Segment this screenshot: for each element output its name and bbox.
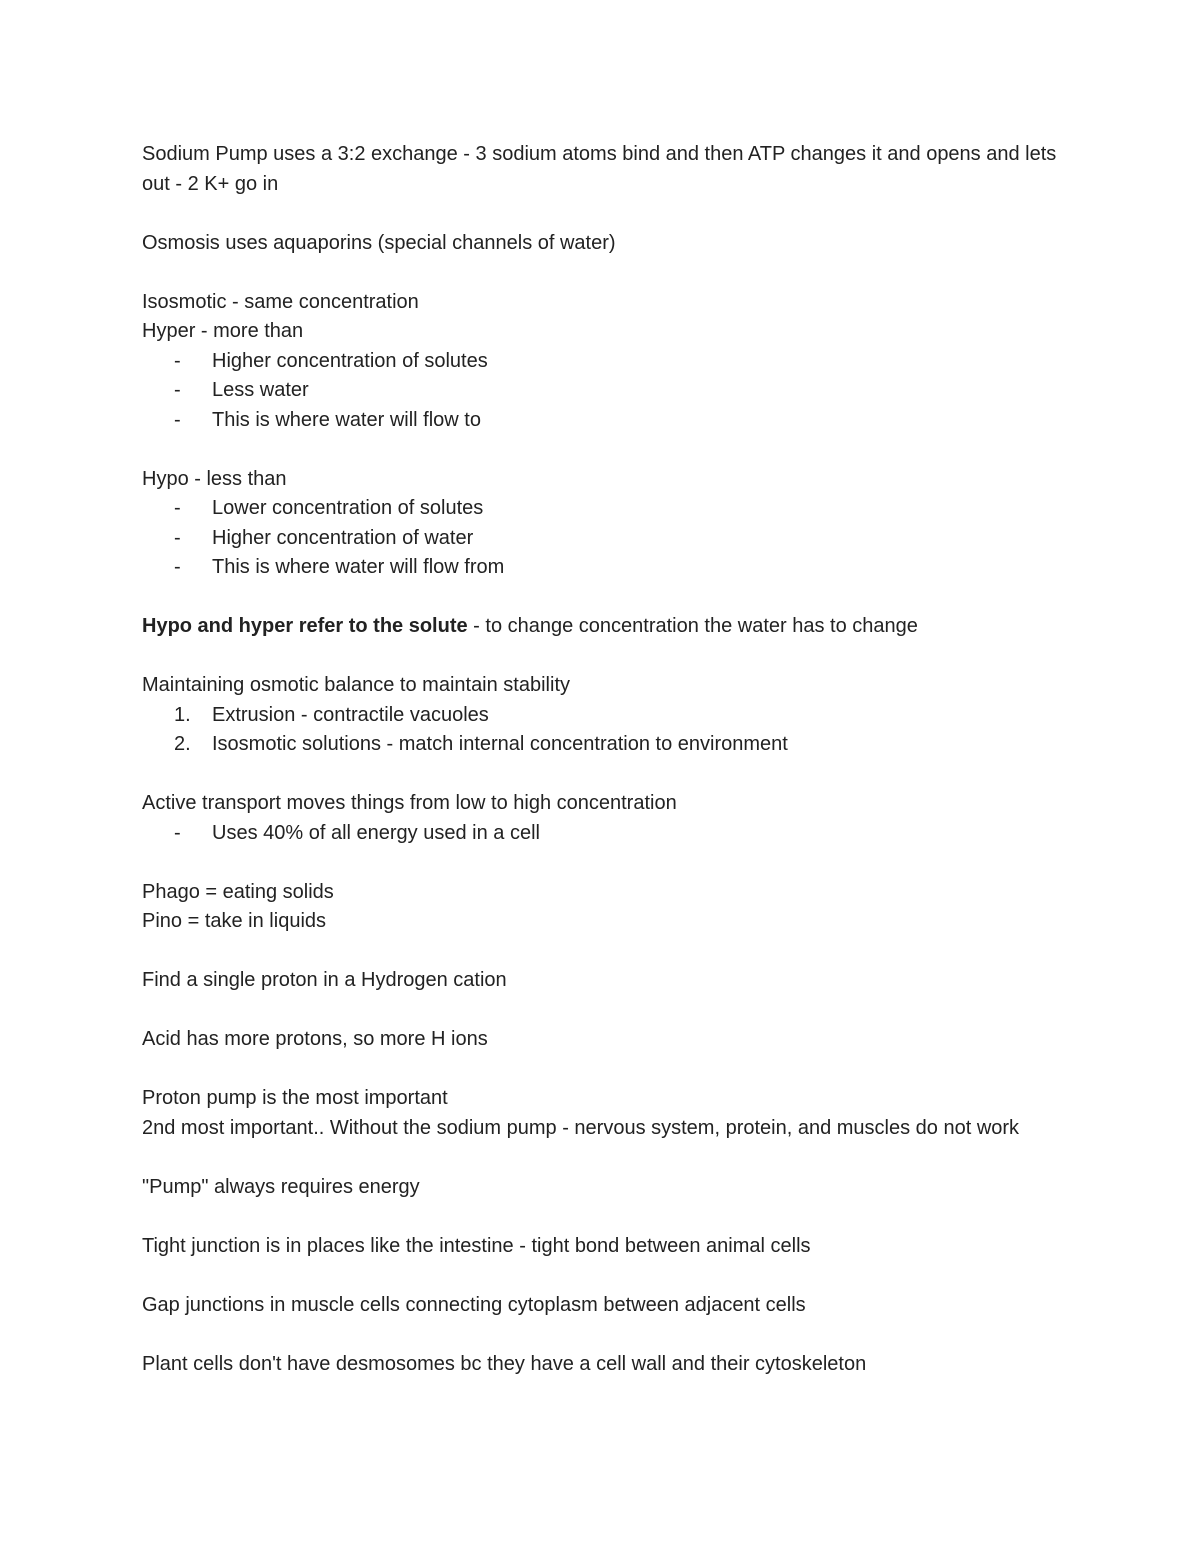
list-item: 1. Extrusion - contractile vacuoles [174,703,489,726]
paragraph-pump-energy: "Pump" always requires energy [142,1175,420,1198]
paragraph-hypo-hyper-solute: Hypo and hyper refer to the solute - to change concentration the water has to change [142,615,918,637]
paragraph-proton: Find a single proton in a Hydrogen cation [142,969,507,991]
paragraph-proton-pump: Proton pump is the most important [142,1087,448,1109]
paragraph-osmosis: Osmosis uses aquaporins (special channels of water) [142,231,616,254]
list-item: - Uses 40% of all energy used in a cell [174,821,540,844]
list-item: 2. Isosmotic solutions - match internal concentration to environment [174,733,788,755]
paragraph-second-important: 2nd most important.. Without the sodium pump - nervous system, protein, and muscles do not work [142,1116,1020,1139]
hyper-list [142,347,1062,436]
balance-list [142,701,1062,760]
document-page [142,140,1062,1379]
bold-phrase: Hypo and hyper refer to the solute [142,615,468,637]
paragraph-acid: Acid has more protons, so more H ions [142,1028,488,1050]
paragraph-plant-cells: Plant cells don't have desmosomes bc they have a cell wall and their cytoskeleton [142,1352,867,1375]
active-list [142,819,1062,849]
list-item: - Higher concentration of solutes [174,349,488,372]
paragraph-osmotic-balance: Maintaining osmotic balance to maintain stability [142,674,570,696]
paragraph-pino: Pino = take in liquids [142,910,327,932]
paragraph-isosmotic: Isosmotic - same concentration [142,290,419,313]
list-item: - Lower concentration of solutes [174,497,484,519]
paragraph-sodium-pump: Sodium Pump uses a 3:2 exchange - 3 sodium atoms bind and then ATP changes it and opens and lets out - 2 K+ go in [142,143,1057,195]
list-item: - This is where water will flow to [174,408,481,431]
paragraph-phago: Phago = eating solids [142,880,334,903]
paragraph-gap-junctions: Gap junctions in muscle cells connecting cytoplasm between adjacent cells [142,1293,806,1316]
list-item: - Less water [174,379,309,401]
paragraph-hypo: Hypo - less than [142,467,287,490]
paragraph-tight-junction: Tight junction is in places like the intestine - tight bond between animal cells [142,1234,811,1257]
paragraph-active-transport: Active transport moves things from low to high concentration [142,792,677,814]
hypo-list [142,494,1062,583]
list-item: - Higher concentration of water [174,526,474,549]
list-item: - This is where water will flow from [174,556,505,578]
paragraph-hyper: Hyper - more than [142,320,304,342]
